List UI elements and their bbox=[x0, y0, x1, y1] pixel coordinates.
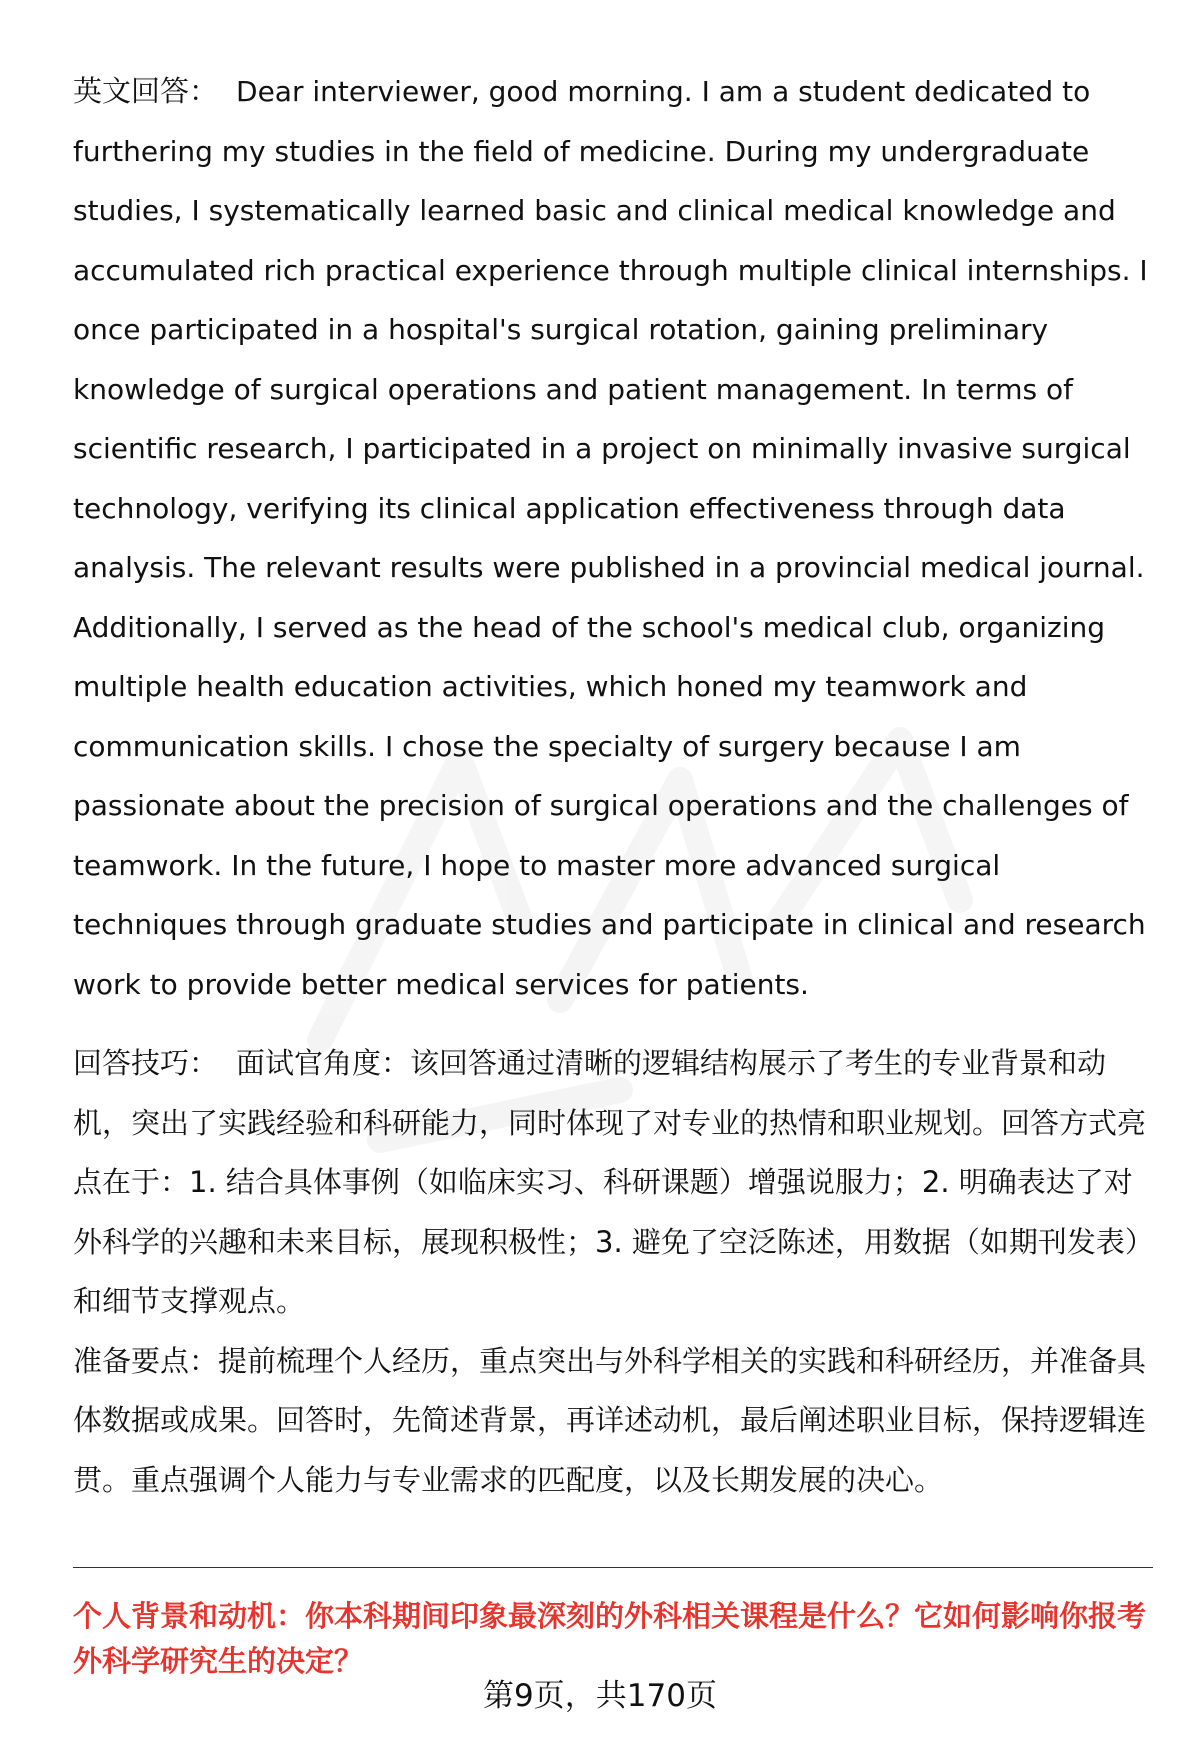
tips-text: 面试官角度：该回答通过清晰的逻辑结构展示了考生的专业背景和动机，突出了实践经验和科研能力，同时体现了对专业的热情和职业规划。回答方式亮点在于：1. 结合具体事例（如临床实习、科研课题）增强说服力；2. 明确表达了对外科学的兴趣和未来目标，展现积极性；3. 避免了空泛陈述，用数据（如期刊发表）和细节支撑观点。 bbox=[73, 1046, 1147, 1318]
english-answer-text: Dear interviewer, good morning. I am a student dedicated to furthering my studies in the field of medicine. During my undergraduate studies, I systematically learned basic and clinical medical knowledge and accumulated rich practical experience through multiple clinical internships. I once participated in a hospital's surgical rotation, gaining preliminary knowledge of surgical operations and patient management. In terms of scientific research, I participated in a project on minimally invasive surgical technology, verifying its clinical application effectiveness through data analysis. The relevant results were published in a provincial medical journal. Additionally, I served as the head of the school's medical club, organizing multiple health education activities, which honed my teamwork and communication skills. I chose the specialty of surgery because I am passionate about the precision of surgical operations and the challenges of teamwork. In the future, I hope to master more advanced surgical techniques through graduate studies and participate in clinical and research work to provide better medical services for patients. bbox=[73, 75, 1148, 1001]
next-question-heading: 个人背景和动机：你本科期间印象最深刻的外科相关课程是什么？它如何影响你报考外科学研究生的决定？ bbox=[73, 1599, 1147, 1678]
prep-label: 准备要点： bbox=[73, 1343, 219, 1378]
tips-paragraph bbox=[73, 1034, 1153, 1332]
content-body bbox=[73, 62, 1153, 1510]
prep-text: 提前梳理个人经历，重点突出与外科学相关的实践和科研经历，并准备具体数据或成果。回答时，先简述背景，再详述动机，最后阐述职业目标，保持逻辑连贯。重点强调个人能力与专业需求的匹配度，以及长期发展的决心。 bbox=[73, 1343, 1147, 1497]
section-divider bbox=[73, 1567, 1153, 1568]
prep-paragraph bbox=[73, 1332, 1153, 1511]
english-answer-label: 英文回答： bbox=[73, 74, 219, 108]
tips-label: 回答技巧： bbox=[73, 1046, 219, 1080]
english-answer-paragraph bbox=[73, 62, 1153, 1014]
page-number-footer: 第9页，共170页 bbox=[483, 1678, 717, 1714]
paragraph-gap bbox=[73, 1014, 1153, 1034]
